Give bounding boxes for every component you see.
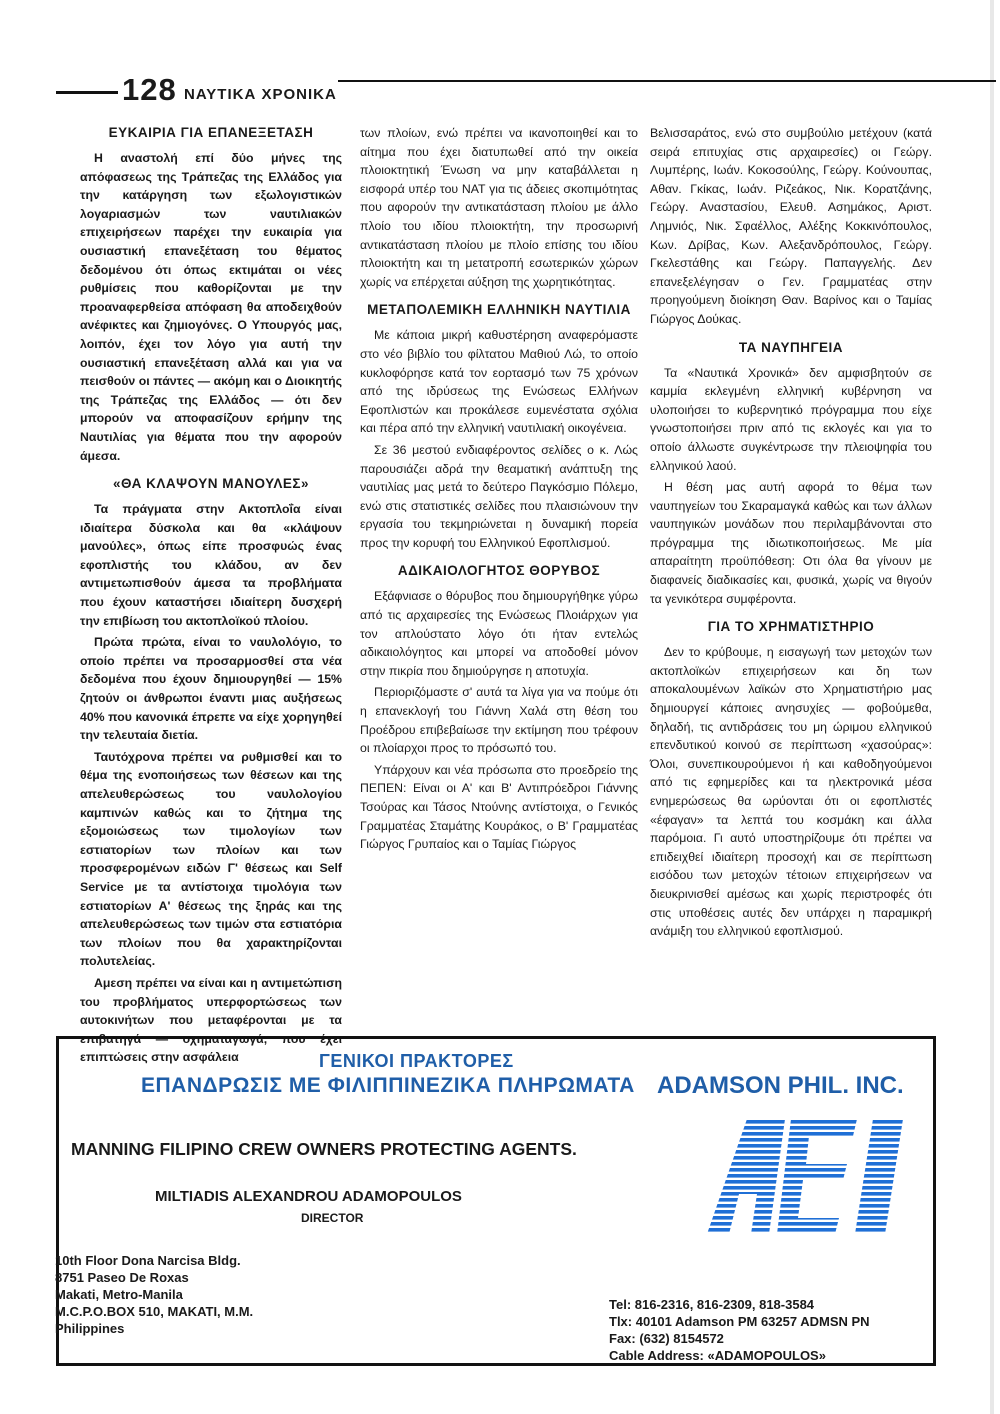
address-line: 10th Floor Dona Narcisa Bldg. (55, 1253, 241, 1268)
contact-telex: Tlx: 40101 Adamson PM 63257 ADMSN PN (609, 1314, 870, 1329)
paragraph: Ταυτόχρονα πρέπει να ρυθμισθεί και το θέμα της ενοποιήσεως των θέσεων και της απελευθερώσεως του ναυλολογίου καμπινών καθώς και το ζήτημα της εξομοιώσεως των τιμολογίων των εστιατορίων των πλοίων και των προσφερομένων ειδών Γ' θέσεως και Self Service με τα αντίστοιχα τιμολόγια των εστιατορίων Α' θέσεως της ξηράς και της απελευθερώσεως των τιμών στα εστιατόρια των πλοίων που θα χαρακτηρίζονται πολυτελείας. (80, 749, 342, 969)
page-header (56, 74, 946, 108)
column-3 (650, 124, 932, 944)
paragraph: Με κάποια μικρή καθυστέρηση αναφερόμαστε στο νέο βιβλίο του φίλτατου Μαθιού Λώ, το οποίο κυκλοφόρησε κατά τον εορτασμό των 75 χρόνων από της ιδρύσεως της Ενώσεως Ελλήνων Εφοπλιστών και προκάλεσε ευμενέστατα σχόλια και πέρα από την ελληνική ναυτιλιακή οικογένεια. (360, 328, 638, 436)
logo-letter-i (855, 1119, 903, 1234)
advertisement (56, 1036, 936, 1366)
address-line: 8751 Paseo De Roxas (55, 1270, 189, 1285)
page-number: 128 (122, 72, 177, 107)
magazine-title: ΝΑΥΤΙΚΑ ΧΡΟΝΙΚΑ (184, 86, 337, 103)
page-edge (990, 0, 994, 1414)
ad-general-agents: ΓΕΝΙΚΟΙ ΠΡΑΚΤΟΡΕΣ (319, 1051, 514, 1071)
paragraph: Εξάφνιασε ο θόρυβος που δημιουργήθηκε γύρω από τις αρχαιρεσίες της Ενώσεως Πλοιάρχων για τον απλούστατο λόγο ότι ήταν εντελώς αδικαιολόγητος και μπορεί να αποδοθεί μόνον στην πικρία που δημιούργησε η αποτυχία. (360, 589, 638, 678)
paragraph: των πλοίων, ενώ πρέπει να ικανοποιηθεί και το αίτημα που έχει διατυπωθεί από την οικεία πλοιοκτητική Ένωση να μην καταβάλλεται η εισφορά υπέρ του ΝΑΤ για τις άδειες σκοπιμότητας που αφορούν την αντικατάσταση πλοίου με άλλο πλοίο του ιδίου πλοιοκτήτη, την προσωρινή αντικατάσταση πλοίου με πλοίο επίσης του ιδίου πλοιοκτήτη και τη μετατροπή εσωτερικών χώρων χωρίς να επέρχεται αύξηση της χωρητικότητας. (360, 126, 638, 289)
paragraph: Υπάρχουν και νέα πρόσωπα στο προεδρείο της ΠΕΠΕΝ: Είναι οι Α' και Β' Αντιπρόεδροι Γιάννης Τσούρας και Τάσος Ντούνης αντίστοιχα, ο Γενικός Γραμματέας Σταμάτης Κουράκος, ο Β' Γραμματέας Γιώργος Γρυπαίος και ο Ταμίας Γιώργος (360, 762, 638, 852)
ad-contacts (609, 1296, 870, 1364)
header-rule-right (338, 80, 996, 82)
logo-letter-a (707, 1119, 785, 1234)
ad-manning-line: MANNING FILIPINO CREW OWNERS PROTECTING AGENTS. (71, 1139, 577, 1159)
contact-cable: Cable Address: «ADAMOPOULOS» (609, 1348, 826, 1363)
paragraph: Σε 36 μεστού ενδιαφέροντος σελίδες ο κ. Λώς παρουσιάζει αδρά την θεαματική ανάπτυξη της ναυτιλίας μας μετά το δεύτερο Παγκόσμιο Πόλεμο, ενώ στις στατιστικές σελίδες που πλαισιώνουν την εργασία του τεκμηριώνεται η δυναμική πορεία προς την κορυφή του Ελληνικού Εφοπλισμού. (360, 442, 638, 550)
paragraph: Τα πράγματα στην Ακτοπλοΐα είναι ιδιαίτερα δύσκολα και θα «κλάψουν μανούλες», όπως είπε προσφυώς ένας εφοπλιστής του κλάδου, αν δεν αντιμετωπισθούν άμεσα τα προβλήματα που έχουν καταστήσει ιδιαίτερη δυσχερή την επιβίωση του ακτοπλοϊκού πλοίου. (80, 502, 342, 628)
heading-stock-exchange: ΓΙΑ ΤΟ ΧΡΗΜΑΤΙΣΤΗΡΙΟ (707, 619, 875, 635)
heading-they-will-cry: «ΘΑ ΚΛΑΨΟΥΝ ΜΑΝΟΥΛΕΣ» (113, 476, 309, 492)
ad-company-name: ADAMSON PHIL. INC. (657, 1072, 904, 1099)
ad-director-name: MILTIADIS ALEXANDROU ADAMOPOULOS (155, 1188, 462, 1205)
logo-letter-e (777, 1119, 857, 1234)
paragraph: Αμεση πρέπει να είναι και η αντιμετώπιση του προβλήματος υπερφορτώσεως των αυτοκινήτων που μεταφέρονται με τα επιβατηγά — οχηματαγωγά, που έχει επιπτώσεις στην ασφάλεια (80, 975, 342, 1065)
heading-review-opportunity: ΕΥΚΑΙΡΙΑ ΓΙΑ ΕΠΑΝΕΞΕΤΑΣΗ (108, 125, 314, 140)
ad-director-title: DIRECTOR (301, 1211, 364, 1225)
heading-unjustified-noise: ΑΔΙΚΑΙΟΛΟΓΗΤΟΣ ΘΟΡΥΒΟΣ (397, 563, 601, 579)
adamson-logo-icon (707, 1114, 927, 1234)
paragraph: Βελισσαράτος, ενώ στο συμβούλιο μετέχουν (κατά σειρά επιτυχίας στις αρχαιρεσίες) οι Γεώργ. Λυμπέρης, Ιωάν. Κοκοσούλης, Γεώργ. Κούνουπας, Αθαν. Γκίκας, Ιωάν. Ριζεάκος, Νικ. Κορατζάνης, Γεώργ. Αναστασίου, Ελευθ. Ασημάκος, Αριστ. Λημνιός, Νικ. Σφαέλλος, Αλέξης Κοκκινόπουλος, Κων. Δρίβας, Κων. Αλεξανδρόπουλος, Γεώργ. Γκελεστάθης και Γεώργ. Παπαγγελής. Δεν επανεξελέγησαν ο Γεν. Γραμματέας στην προηγούμενη διοίκηση Θαν. Βαρίνος και ο Ταμίας Γιώργος Δούκας. (650, 126, 932, 326)
header-rule-left (56, 91, 118, 94)
column-1 (80, 124, 342, 1070)
paragraph: Τα «Ναυτικά Χρονικά» δεν αμφισβητούν σε καμμία εκλεγμένη ελληνική κυβέρνηση να υλοποιήσει το κυβερνητικό πρόγραμμα που είχε γνωστοποιήσει πριν από τις εκλογές και για το οποίο άλλωστε συγκέντρωσε την πλειοψηφία του ελληνικού λαού. (650, 365, 932, 473)
ad-crewing-greek: ΕΠΑΝΔΡΩΣΙΣ ΜΕ ΦΙΛΙΠΠΙΝΕΖΙΚΑ ΠΛΗΡΩΜΑΤΑ (141, 1074, 635, 1097)
address-line: M.C.P.O.BOX 510, MAKATI, M.M. (55, 1304, 254, 1319)
paragraph: Πρώτα πρώτα, είναι το ναυλολόγιο, το οποίο πρέπει να προσαρμοσθεί στα νέα δεδομένα που έχουν δημιουργηθεί — 15% ζητούν οι άνθρωποι έναντι μιας αυξήσεως 40% που κανονικά έπρεπε να είχε χορηγηθεί την τελευταία διετία. (80, 635, 342, 743)
paragraph: Περιοριζόμαστε σ' αυτά τα λίγα για να πούμε ότι η επανεκλογή του Γιάννη Χαλά στη θέση του Προέδρου επιβεβαίωσε την εκτίμηση που τρέφουν οι πλοίαρχοι προς το πρόσωπό του. (360, 685, 638, 756)
heading-postwar-shipping: ΜΕΤΑΠΟΛΕΜΙΚΗ ΕΛΛΗΝΙΚΗ ΝΑΥΤΙΛΙΑ (367, 302, 631, 318)
paragraph: Δεν το κρύβουμε, η εισαγωγή των μετοχών των ακτοπλοϊκών επιχειρήσεων και δη των αποκαλουμένων λαϊκών στο Χρηματιστήριο μας δημιουργεί κάποιες ανησυχίες — φοβούμεθα, δηλαδή, τις αντιδράσεις του μη ώριμου ελληνικού επενδυτικού κοινού σε περίπτωση «χασούρας»: Όλοι, συνεπικουρούμενοι ή και καθοδηγούμενοι από τις εφημερίδες και τα ηλεκτρονικά μέσα ενημερώσεως θα ωρύονται ότι οι εφοπλιστές «έφαγαν» τα λεπτά του κοσμάκη και άλλα παρόμοια. Γι αυτό υποστηρίζουμε ότι πρέπει να επιδειχθεί ιδιαίτερη προσοχή και σε περίπτωση εισόδου των μετοχών τέτοιων επιχειρήσεων να διευκρινισθεί αμέσως και χωρίς περιστροφές ότι στις υποθέσεις αυτές δεν υπάρχει η παραμικρή ανάμιξη του ελληνικού εφοπλισμού. (650, 645, 932, 939)
address-line: Philippines (55, 1321, 125, 1336)
address-line: Makati, Metro-Manila (55, 1287, 183, 1302)
paragraph: Η αναστολή επί δύο μήνες της απόφασεως της Τράπεζας της Ελλάδος για την κατάργηση των εξωλογιστικών λογαριασμών των ναυτιλιακών επιχειρήσεων παρέχει την ευκαιρία για ουσιαστική επανεξέταση του θέματος δεδομένου ότι όπως εκτιμάται οι νέες ρυθμίσεις που καθορίζονται με την προαναφερθείσα απόφαση θα αποδειχθούν ανέφικτες και ζημιογόνες. Ο Υπουργός μας, λοιπόν, έχει τον λόγο για αυτή την ουσιαστική επανεξέταση αλλά και για να πεισθούν οι πάντες — ακόμη και ο Διοικητής της Τράπεζας της Ελλάδος — ότι δεν μπορούν να αποφασίζουν ερήμην της Ναυτιλίας για θέματα που την αφορούν άμεσα. (80, 151, 342, 463)
column-2 (360, 124, 638, 857)
paragraph: Η θέση μας αυτή αφορά το θέμα των ναυπηγείων του Σκαραμαγκά καθώς και των άλλων ναυπηγικών μονάδων που περιλαμβάνονται στο πρόγραμμα της ιδιωτικοποιήσεως. Με μία απαραίτητη προϋπόθεση: Οτι όλα θα γίνουν με διαφανείς διαδικασίες και, φυσικά, χωρίς να θιγούν τα γενικότερα συμφέροντα. (650, 480, 932, 606)
contact-fax: Fax: (632) 8154572 (609, 1331, 724, 1346)
heading-shipyards: ΤΑ ΝΑΥΠΗΓΕΙΑ (738, 339, 844, 355)
ad-address (55, 1252, 253, 1337)
contact-telephone: Tel: 816-2316, 816-2309, 818-3584 (609, 1297, 815, 1312)
